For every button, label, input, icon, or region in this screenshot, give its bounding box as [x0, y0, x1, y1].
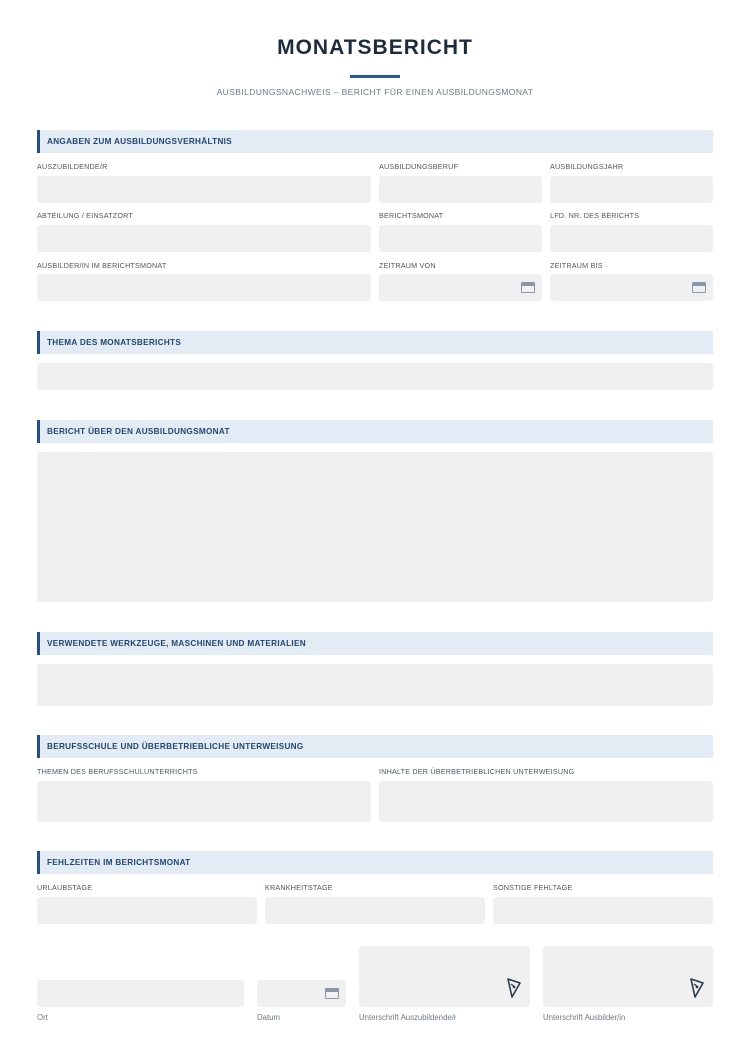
section-title: VERWENDETE WERKZEUGE, MASCHINEN UND MATERIALIEN — [47, 639, 306, 648]
thema-field[interactable] — [37, 363, 713, 390]
section-title: BERICHT ÜBER DEN AUSBILDUNGSMONAT — [47, 427, 230, 436]
zeitraum-bis-date-field[interactable] — [550, 274, 713, 301]
signature-field-ausbilder[interactable] — [543, 946, 713, 1007]
label-ausbildungsberuf: AUSBILDUNGSBERUF — [379, 162, 459, 171]
section-header-fehlzeiten — [37, 851, 713, 874]
label-berichtsmonat: BERICHTSMONAT — [379, 211, 444, 220]
label-sonstige-fehltage: SONSTIGE FEHLTAGE — [493, 883, 573, 892]
section-header-bericht — [37, 420, 713, 443]
datum-date-field[interactable] — [257, 980, 346, 1007]
label-lfd-nr: LFD. NR. DES BERICHTS — [550, 211, 640, 220]
section-header-werkzeuge — [37, 632, 713, 655]
inhalte-ueberbetrieblich-textarea[interactable] — [379, 781, 713, 822]
label-auszubildende: AUSZUBILDENDE/R — [37, 162, 108, 171]
calendar-icon[interactable] — [325, 988, 339, 999]
label-urlaubstage: URLAUBSTAGE — [37, 883, 93, 892]
section-title: FEHLZEITEN IM BERICHTSMONAT — [47, 858, 191, 867]
ausbildungsberuf-field[interactable] — [379, 176, 542, 203]
zeitraum-von-date-field[interactable] — [379, 274, 542, 301]
section-title: THEMA DES MONATSBERICHTS — [47, 338, 182, 347]
werkzeuge-textarea[interactable] — [37, 664, 713, 706]
title-underline — [350, 75, 400, 78]
section-header-thema — [37, 331, 713, 354]
sonstige-fehltage-field[interactable] — [493, 897, 713, 924]
label-unterschrift-ausbilder: Unterschrift Ausbilder/in — [543, 1013, 626, 1022]
page-subtitle: AUSBILDUNGSNACHWEIS – BERICHT FÜR EINEN AUSBILDUNGSMONAT — [216, 87, 534, 97]
pen-nib-icon — [689, 976, 705, 1000]
section-title: ANGABEN ZUM AUSBILDUNGSVERHÄLTNIS — [47, 137, 233, 146]
themen-berufsschule-textarea[interactable] — [37, 781, 371, 822]
signature-field-auszubildende[interactable] — [359, 946, 530, 1007]
lfd-nr-field[interactable] — [550, 225, 713, 252]
page-title: MONATSBERICHT — [277, 36, 473, 59]
abteilung-field[interactable] — [37, 225, 371, 252]
section-header-berufsschule — [37, 735, 713, 758]
calendar-icon[interactable] — [692, 282, 706, 293]
auszubildende-field[interactable] — [37, 176, 371, 203]
calendar-icon[interactable] — [521, 282, 535, 293]
section-title: BERUFSSCHULE UND ÜBERBETRIEBLICHE UNTERWEISUNG — [47, 742, 304, 751]
label-krankheitstage: KRANKHEITSTAGE — [265, 883, 333, 892]
pen-nib-icon — [506, 976, 522, 1000]
label-unterschrift-auszubildende: Unterschrift Auszubildende/r — [359, 1013, 457, 1022]
label-zeitraum-von: ZEITRAUM VON — [379, 261, 436, 270]
label-ausbilder: AUSBILDER/IN IM BERICHTSMONAT — [37, 261, 167, 270]
ausbilder-field[interactable] — [37, 274, 371, 301]
label-ort: Ort — [37, 1013, 48, 1022]
label-datum: Datum — [257, 1013, 280, 1022]
label-ausbildungsjahr: AUSBILDUNGSJAHR — [550, 162, 624, 171]
ort-field[interactable] — [37, 980, 244, 1007]
krankheitstage-field[interactable] — [265, 897, 485, 924]
section-header-verhaeltnis — [37, 130, 713, 153]
label-zeitraum-bis: ZEITRAUM BIS — [550, 261, 603, 270]
urlaubstage-field[interactable] — [37, 897, 257, 924]
berichtsmonat-field[interactable] — [379, 225, 542, 252]
label-abteilung: ABTEILUNG / EINSATZORT — [37, 211, 133, 220]
bericht-textarea[interactable] — [37, 452, 713, 602]
ausbildungsjahr-field[interactable] — [550, 176, 713, 203]
label-themen-berufsschule: THEMEN DES BERUFSSCHULUNTERRICHTS — [37, 767, 198, 776]
label-inhalte-ueberbetrieblich: INHALTE DER ÜBERBETRIEBLICHEN UNTERWEISUNG — [379, 767, 575, 776]
